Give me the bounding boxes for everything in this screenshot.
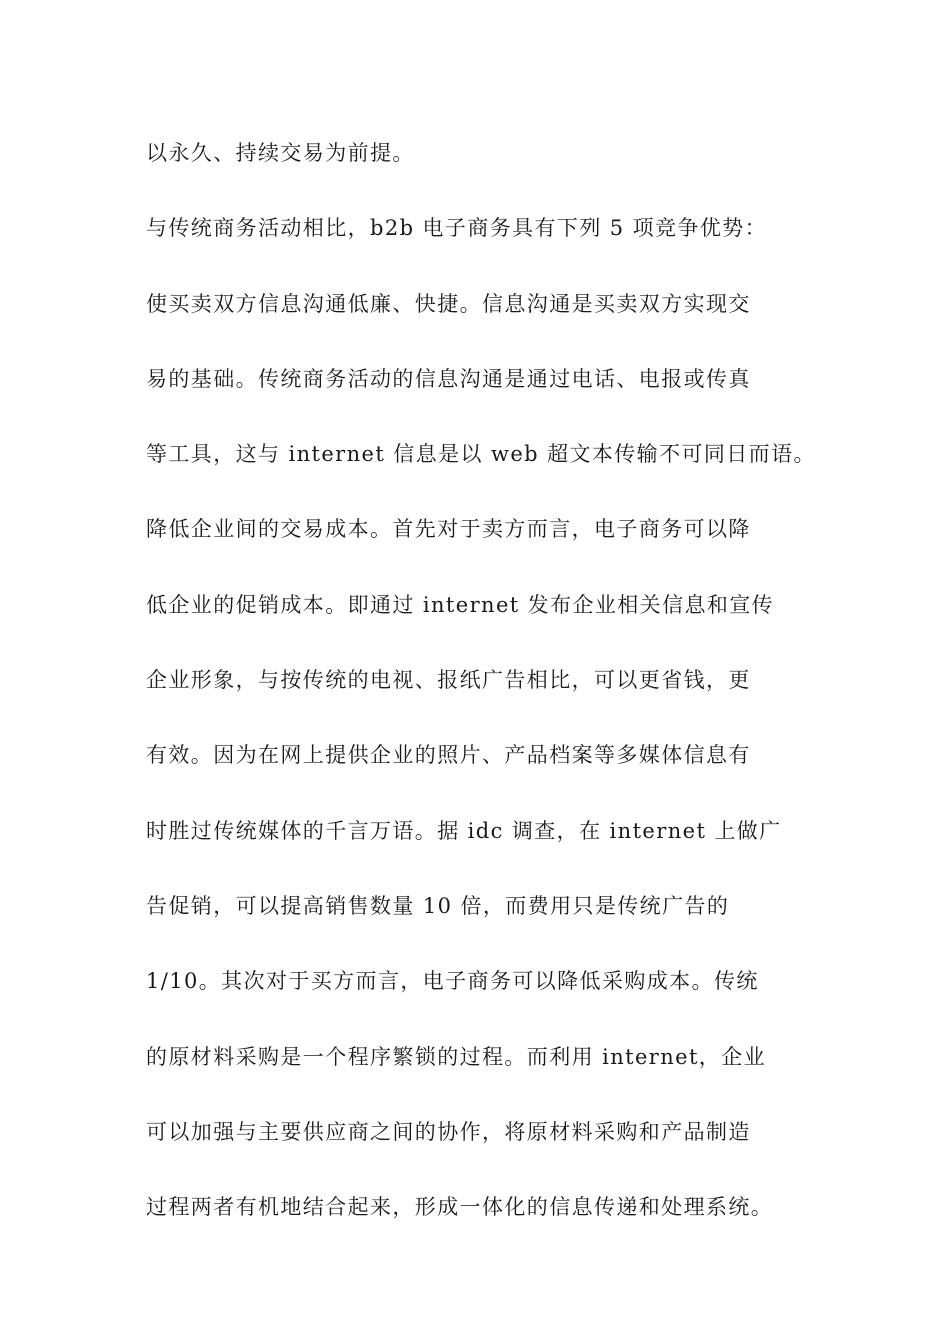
text-line: 有效。因为在网上提供企业的照片、产品档案等多媒体信息有 (146, 743, 751, 768)
text-line: 过程两者有机地结合起来，形成一体化的信息传递和处理系统。 (146, 1195, 774, 1220)
text-line: 可以加强与主要供应商之间的协作，将原材料采购和产品制造 (146, 1119, 751, 1144)
text-line: 以永久、持续交易为前提。 (146, 141, 415, 165)
text-line: 时胜过传统媒体的千言万语。据 idc 调查，在 internet 上做广 (146, 818, 782, 843)
text-line: 低企业的促销成本。即通过 internet 发布企业相关信息和宣传 (146, 592, 775, 617)
body-text (146, 131, 826, 1260)
text-line: 降低企业间的交易成本。首先对于卖方而言，电子商务可以降 (146, 517, 751, 542)
text-line: 企业形象，与按传统的电视、报纸广告相比，可以更省钱，更 (146, 668, 751, 693)
text-line: 使买卖双方信息沟通低廉、快捷。信息沟通是买卖双方实现交 (146, 291, 751, 316)
text-line: 的原材料采购是一个程序繁锁的过程。而利用 internet，企业 (146, 1044, 767, 1069)
text-line: 告促销，可以提高销售数量 10 倍，而费用只是传统广告的 (146, 893, 730, 918)
text-line: 等工具，这与 internet 信息是以 web 超文本传输不可同日而语。 (146, 442, 816, 467)
text-line: 与传统商务活动相比，b2b 电子商务具有下列 5 项竞争优势： (146, 216, 768, 241)
text-line: 易的基础。传统商务活动的信息沟通是通过电话、电报或传真 (146, 366, 751, 391)
text-line: 1/10。其次对于买方而言，电子商务可以降低采购成本。传统 (146, 969, 759, 994)
